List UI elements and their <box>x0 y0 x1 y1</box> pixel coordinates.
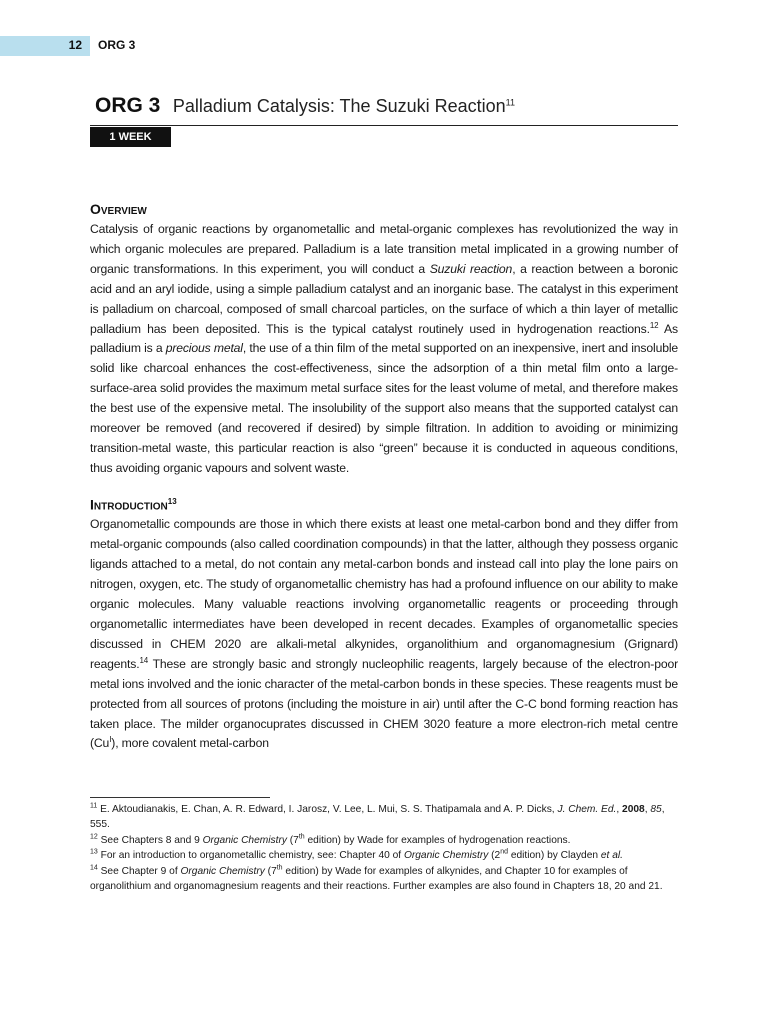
footnote-number: 12 <box>90 833 98 841</box>
footnote-text: , <box>616 804 623 815</box>
overview-text: As palladium is a <box>90 321 678 356</box>
footnote-ref[interactable]: 13 <box>167 496 177 506</box>
footnote-divider <box>90 797 270 798</box>
footnote-number: 14 <box>90 864 98 872</box>
overview-text: , a reaction between a boronic acid and an aryl iodide, using a simple palladium catalyst and an inorganic base. The catalyst in this experiment is palladium on charcoal, composed of small charcoal particles, on the surface of which a thin layer of metallic palladium has been deposited. This is the typical catalyst routinely used in hydrogenation reactions. <box>90 261 678 336</box>
footnote-ref[interactable]: 12 <box>649 320 659 330</box>
overview-emphasis: precious metal <box>165 341 243 356</box>
title-text: Palladium Catalysis: The Suzuki Reaction <box>172 96 506 116</box>
ordinal-suffix: nd <box>500 848 508 856</box>
title-code: ORG 3 <box>95 94 161 117</box>
et-al: et al. <box>600 850 623 862</box>
footnote-12 <box>90 833 678 848</box>
footnote-14 <box>90 864 678 895</box>
footnote-13 <box>90 848 678 863</box>
footnote-number: 11 <box>90 802 98 810</box>
introduction-heading <box>90 491 678 516</box>
page-number: 12 <box>68 38 82 52</box>
overview-text: , the use of a thin film of the metal supported on an inexpensive, inert and insoluble solid like charcoal enhances the cost-effectiveness, since the adsorption of a thin metal film onto a large-surface-area solid provides the maximum metal surface sites for the least volume of metal, and therefore makes the best use of the expensive metal. The insolubility of the support also means that the supported catalyst can moreover be removed (and recovered if desired) by simple filtration. In addition to avoiding or minimizing transition-metal waste, this particular reaction is also “green” because it is conducted in aqueous conditions, thus avoiding organic vapours and solvent waste. <box>90 341 679 475</box>
journal-name: J. Chem. Ed. <box>557 804 617 815</box>
footnote-11 <box>90 802 678 833</box>
introduction-paragraph <box>90 515 678 754</box>
chapter-title <box>95 94 515 118</box>
introduction-heading-text: Introduction <box>90 496 168 513</box>
book-title: Organic Chemistry <box>403 850 489 862</box>
footnote-text: See Chapters 8 and 9 <box>97 834 203 846</box>
introduction-text: These are strongly basic and strongly nucleophilic reagents, largely because of the electron-poor metal ions involved and the ionic character of the metal-carbon bonds in these species. These reagents must be protected from all sources of protons (including the moisture in air) until after the C-C bond forming reaction has taken place. The milder organocuprates discussed in CHEM 3020 feature a more electron-rich metal centre (Cu <box>90 656 678 751</box>
introduction-text: Organometallic compounds are those in which there exists at least one metal-carbon bond and they differ from metal-organic compounds (also called coordination compounds) in that the latter, although they possess organic ligands attached to a metal, do not contain any metal-carbon bonds and instead call into play the lone pairs on nitrogen, oxygen, etc. The study of organometallic chemistry has had a profound influence on our ability to make organic molecules. Many valuable reactions involving organometallic reagents or proceeding through organometallic intermediates have been developed in recent decades. Examples of organometallic species discussed in CHEM 2020 are alkali-metal alkynides, organolithium and organomagnesium (Grignard) reagents. <box>90 517 678 671</box>
overview-text: Catalysis of organic reactions by organometallic and metal-organic complexes has revolutionized the way in which organic molecules are prepared. Palladium is a late transition metal implicated in a growing number of organic transformations. In this experiment, you will conduct a <box>90 222 678 276</box>
ordinal-suffix: th <box>276 864 283 872</box>
footnote-ref[interactable]: 14 <box>139 655 149 665</box>
ordinal-suffix: th <box>298 833 305 841</box>
footnote-text: For an introduction to organometallic chemistry, see: Chapter 40 of <box>97 850 404 862</box>
citation-volume: 85 <box>650 804 662 815</box>
body-content <box>90 198 678 754</box>
footnotes <box>90 802 678 894</box>
introduction-text: ), more covalent metal-carbon <box>111 736 269 751</box>
footnote-text: edition) by Clayden <box>508 850 601 862</box>
title-divider <box>90 125 678 126</box>
overview-emphasis: Suzuki reaction <box>429 261 513 276</box>
footnote-text: (2 <box>488 850 501 862</box>
title-footnote-ref[interactable]: 11 <box>505 97 515 108</box>
footnote-text: (7 <box>286 834 299 846</box>
footnote-text: , 555. <box>90 804 665 831</box>
overview-paragraph <box>90 220 678 479</box>
book-title: Organic Chemistry <box>180 865 265 877</box>
oxidation-state: I <box>109 735 112 745</box>
overview-heading: Overview <box>90 201 147 217</box>
footnote-text: edition) by Wade for examples of hydrogenation reactions. <box>304 834 571 846</box>
footnote-text: , <box>644 804 651 815</box>
running-header: ORG 3 <box>98 38 136 52</box>
footnote-text: edition) by Wade for examples of alkynides, and Chapter 10 for examples of organolithium and organomagnesium reagents and their reactions. Further examples are also found in Chapters 18, 20 and 21. <box>90 865 663 893</box>
book-title: Organic Chemistry <box>202 834 287 846</box>
footnote-text: (7 <box>264 865 277 877</box>
footnote-text: E. Aktoudianakis, E. Chan, A. R. Edward, I. Jarosz, V. Lee, L. Mui, S. S. Thatipamala and A. P. Dicks, <box>97 804 558 815</box>
citation-year: 2008 <box>622 804 645 815</box>
footnote-number: 13 <box>90 848 98 856</box>
footnote-text: See Chapter 9 of <box>97 865 181 877</box>
duration-badge: 1 WEEK <box>90 127 171 147</box>
